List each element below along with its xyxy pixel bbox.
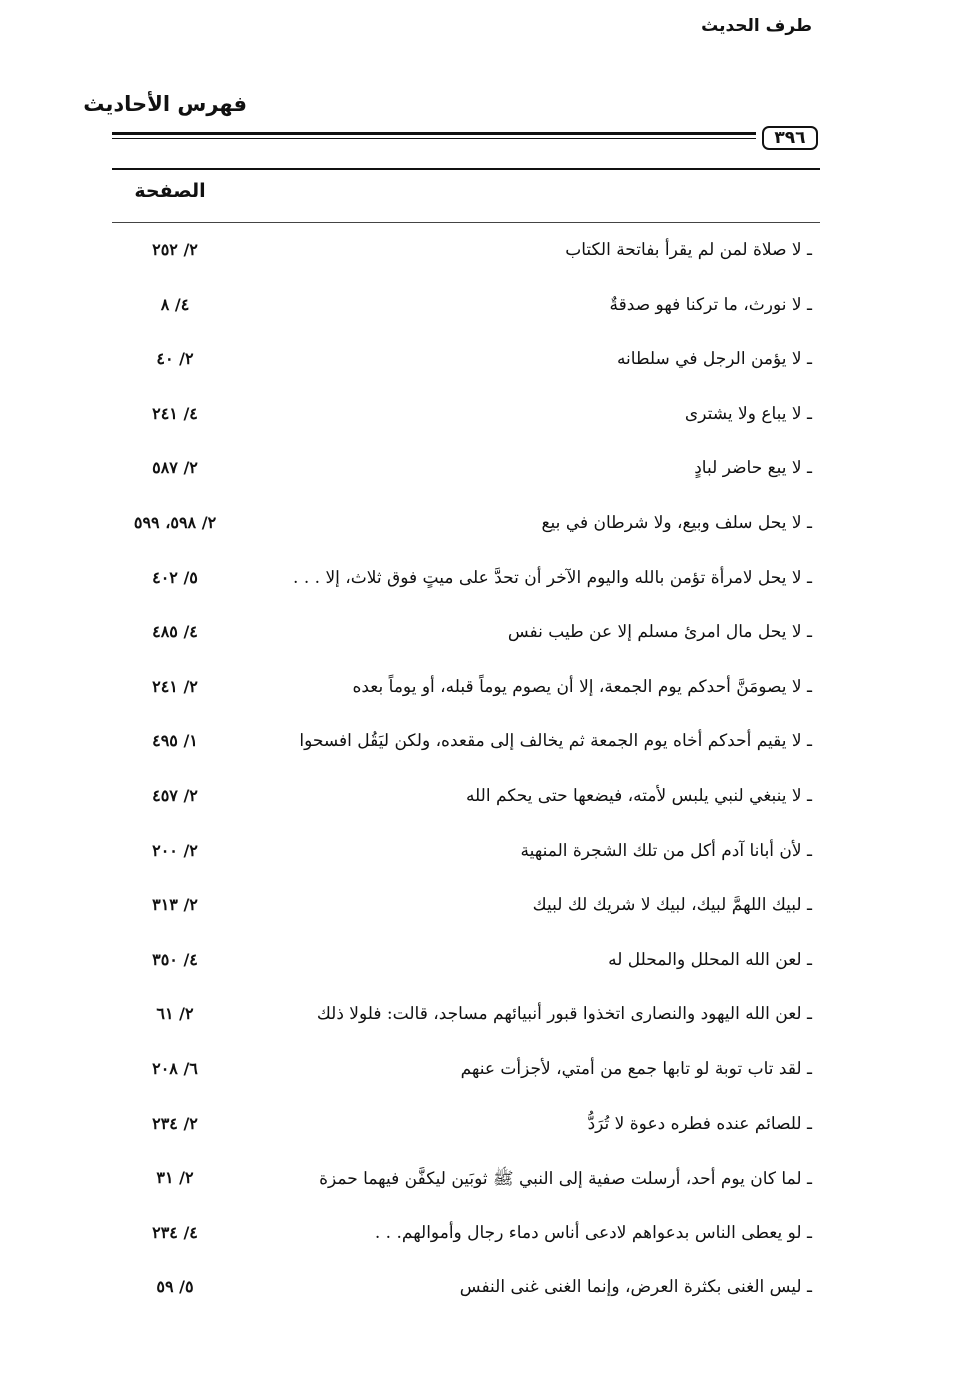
table-row <box>0 442 953 497</box>
hadith-text: ـ لا يؤمن الرجل في سلطانه <box>616 349 812 370</box>
hadith-text: ـ لا يحل مال امرئ مسلم إلا عن طيب نفس <box>507 622 812 643</box>
column-header-rule <box>112 222 820 223</box>
page-reference: ٢/ ٢٠٠ <box>152 840 198 860</box>
page-reference: ٢/ ٥٨٧ <box>152 458 198 478</box>
table-row <box>0 661 953 716</box>
page-reference: ١/ ٤٩٥ <box>152 731 198 751</box>
table-row <box>0 825 953 880</box>
page-reference: ٤/ ٤٨٥ <box>152 622 198 642</box>
hadith-text: ـ ليس الغنى بكثرة العرض، وإنما الغنى غنى النفس <box>459 1277 812 1298</box>
page-reference: ٦/ ٢٠٨ <box>152 1058 198 1078</box>
table-row <box>0 552 953 607</box>
page-reference: ٢/ ٤٥٧ <box>152 785 198 805</box>
hadith-text: ـ لا صلاة لمن لم يقرأ بفاتحة الكتاب <box>565 240 812 260</box>
table-row <box>0 879 953 934</box>
page-reference: ٤/ ٢٣٤ <box>152 1222 198 1242</box>
table-row <box>0 1207 953 1262</box>
page-reference: ٤/ ٨ <box>160 294 190 314</box>
hadith-text: ـ لعن الله المحلل والمحلل له <box>608 949 812 970</box>
table-row <box>0 715 953 770</box>
hadith-text: ـ لقد تاب توبة لو تابها جمع من أمتي، لأجزأت عنهم <box>460 1058 812 1079</box>
page-reference: ٢/ ٣١٣ <box>152 895 198 915</box>
hadith-text: ـ لا يحل سلف وبيع، ولا شرطان في بيع <box>541 512 812 533</box>
hadith-text: ـ للصائم عنده فطره دعوة لا تُرَدُّ <box>587 1113 812 1134</box>
table-row <box>0 988 953 1043</box>
table-row <box>0 1261 953 1316</box>
hadith-text: ـ لا ينبغي لنبي يلبس لأمته، فيضعها حتى يحكم الله <box>465 785 812 806</box>
hadith-text: ـ لا يصومَنَّ أحدكم يوم الجمعة، إلا أن يصوم يوماً قبله، أو يوماً بعده <box>352 676 812 697</box>
column-header-page: الصفحة <box>134 180 206 202</box>
hadith-text: ـ لا يقيم أحدكم أخاه يوم الجمعة ثم يخالف إلى مقعده، ولكن ليَقُل افسحوا <box>299 731 812 752</box>
table-row <box>0 279 953 334</box>
page-reference: ٢/ ٣١ <box>156 1168 194 1188</box>
hadith-text: ـ لا يحل لامرأة تؤمن بالله واليوم الآخر أن تحدَّ على ميتٍ فوق ثلاث، إلا . . . <box>293 567 812 588</box>
page-number: ٣٩٦ <box>762 126 818 150</box>
page-reference: ٢/ ٦١ <box>156 1004 194 1024</box>
table-row <box>0 1098 953 1153</box>
page-reference: ٢/ ٢٣٤ <box>152 1113 198 1133</box>
table-top-rule <box>112 168 820 170</box>
table-row <box>0 1043 953 1098</box>
table-row <box>0 1152 953 1207</box>
hadith-text: ـ لو يعطى الناس بدعواهم لادعى أناس دماء رجال وأموالهم. . . <box>374 1222 812 1243</box>
page-reference: ٢/ ٤٠ <box>156 349 194 369</box>
table-row <box>0 606 953 661</box>
page-reference: ٤/ ٣٥٠ <box>152 949 198 969</box>
table-row <box>0 388 953 443</box>
table-row <box>0 224 953 279</box>
table-row <box>0 770 953 825</box>
page-reference: ٢/ ٥٩٨، ٥٩٩ <box>133 512 217 532</box>
page-reference: ٢/ ٢٤١ <box>152 676 198 696</box>
table-row <box>0 497 953 552</box>
page-reference: ٥/ ٤٠٢ <box>152 567 198 587</box>
index-table <box>0 224 953 1316</box>
hadith-text: ـ لبيك اللهمَّ لبيك، لبيك لا شريك لك لبيك <box>532 895 812 916</box>
page-reference: ٥/ ٥٩ <box>156 1277 194 1297</box>
page-reference: ٤/ ٢٤١ <box>152 403 198 423</box>
page-reference: ٢/ ٢٥٢ <box>152 240 198 259</box>
column-header-hadith: طرف الحديث <box>701 16 812 36</box>
header-rule-thick <box>112 132 756 135</box>
header-rule <box>112 128 756 148</box>
table-row <box>0 333 953 388</box>
hadith-text: ـ لأن أبانا آدم أكل من تلك الشجرة المنهية <box>520 840 812 861</box>
hadith-text: ـ لا نورث، ما تركنا فهو صدقةٌ <box>609 294 812 315</box>
header-rule-thin <box>112 138 756 139</box>
hadith-text: ـ لعن الله اليهود والنصارى اتخذوا قبور أنبيائهم مساجد، قالت: فلولا ذلك <box>316 1004 812 1025</box>
hadith-text: ـ لما كان يوم أحد، أرسلت صفية إلى النبي ﷺ ثوبَين ليكفَّن فيهما حمزة <box>319 1169 812 1190</box>
hadith-text: ـ لا يباع ولا يشترى <box>684 403 812 424</box>
running-title: فهرس الأحاديث <box>83 92 247 116</box>
table-row <box>0 934 953 989</box>
hadith-text: ـ لا يبع حاضر لبادٍ <box>694 458 812 479</box>
